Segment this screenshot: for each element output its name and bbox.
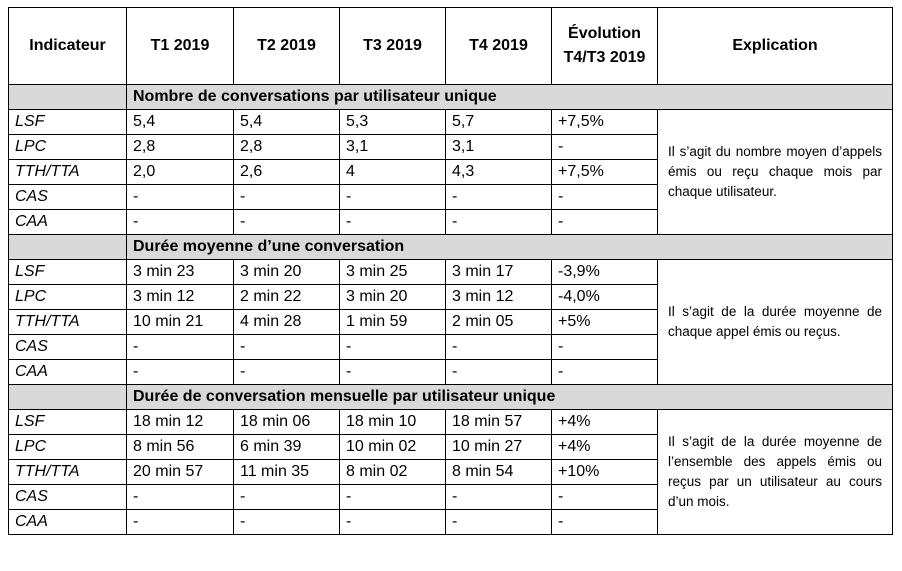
table-cell: - xyxy=(340,210,446,235)
table-cell: 3 min 12 xyxy=(127,285,234,310)
table-cell: -3,9% xyxy=(552,260,658,285)
table-cell: 10 min 21 xyxy=(127,310,234,335)
table-cell: - xyxy=(446,210,552,235)
table-cell: 5,3 xyxy=(340,110,446,135)
section-header-row xyxy=(9,235,893,260)
header-indicateur: Indicateur xyxy=(9,8,127,85)
table-cell: 18 min 10 xyxy=(340,410,446,435)
table-cell: - xyxy=(234,510,340,535)
header-t2: T2 2019 xyxy=(234,8,340,85)
table-cell: - xyxy=(446,335,552,360)
header-t1: T1 2019 xyxy=(127,8,234,85)
row-label: CAS xyxy=(9,185,127,210)
row-label: TTH/TTA xyxy=(9,460,127,485)
table-body xyxy=(9,85,893,535)
table-cell: - xyxy=(446,185,552,210)
row-label: LSF xyxy=(9,410,127,435)
table-cell: 4,3 xyxy=(446,160,552,185)
table-cell: - xyxy=(127,510,234,535)
row-label: TTH/TTA xyxy=(9,160,127,185)
table-cell: 8 min 02 xyxy=(340,460,446,485)
statistics-table xyxy=(8,7,893,535)
table-cell: 2,8 xyxy=(127,135,234,160)
table-cell: +4% xyxy=(552,435,658,460)
table-cell: 10 min 27 xyxy=(446,435,552,460)
table-row xyxy=(9,260,893,285)
section-header-spacer xyxy=(9,235,127,260)
table-cell: - xyxy=(340,335,446,360)
table-cell: 2,0 xyxy=(127,160,234,185)
table-cell: +5% xyxy=(552,310,658,335)
table-cell: 3 min 20 xyxy=(340,285,446,310)
table-cell: 18 min 12 xyxy=(127,410,234,435)
section-header-spacer xyxy=(9,85,127,110)
row-label: CAS xyxy=(9,485,127,510)
section-header-spacer xyxy=(9,385,127,410)
section-explanation: Il s’agit de la durée moyenne de l’ensemble des appels émis ou reçus par un utilisateur au cours d’un mois. xyxy=(658,410,893,535)
table-cell: 3 min 25 xyxy=(340,260,446,285)
table-cell: 3 min 20 xyxy=(234,260,340,285)
section-explanation: Il s’agit du nombre moyen d’appels émis ou reçu chaque mois par chaque utilisateur. xyxy=(658,110,893,235)
row-label: CAA xyxy=(9,510,127,535)
table-cell: 3 min 23 xyxy=(127,260,234,285)
table-cell: 3,1 xyxy=(446,135,552,160)
table-cell: 3,1 xyxy=(340,135,446,160)
section-title: Durée de conversation mensuelle par utilisateur unique xyxy=(127,385,893,410)
table-cell: 8 min 54 xyxy=(446,460,552,485)
table-cell: - xyxy=(552,185,658,210)
section-header-row xyxy=(9,85,893,110)
table-cell: 8 min 56 xyxy=(127,435,234,460)
table-cell: 2 min 05 xyxy=(446,310,552,335)
table-cell: - xyxy=(552,135,658,160)
table-cell: - xyxy=(234,335,340,360)
row-label: TTH/TTA xyxy=(9,310,127,335)
table-cell: +7,5% xyxy=(552,160,658,185)
table-cell: - xyxy=(552,360,658,385)
table-cell: - xyxy=(340,485,446,510)
table-cell: 11 min 35 xyxy=(234,460,340,485)
table-cell: - xyxy=(552,210,658,235)
table-cell: 2,6 xyxy=(234,160,340,185)
table-cell: 5,4 xyxy=(234,110,340,135)
table-cell: 5,7 xyxy=(446,110,552,135)
table-cell: 10 min 02 xyxy=(340,435,446,460)
table-cell: +7,5% xyxy=(552,110,658,135)
row-label: LPC xyxy=(9,435,127,460)
table-cell: - xyxy=(127,485,234,510)
table-cell: 2 min 22 xyxy=(234,285,340,310)
section-explanation: Il s’agit de la durée moyenne de chaque appel émis ou reçus. xyxy=(658,260,893,385)
table-cell: - xyxy=(234,210,340,235)
table-row xyxy=(9,410,893,435)
row-label: LPC xyxy=(9,135,127,160)
row-label: CAA xyxy=(9,210,127,235)
table-cell: - xyxy=(234,360,340,385)
section-title: Nombre de conversations par utilisateur unique xyxy=(127,85,893,110)
table-cell: 4 xyxy=(340,160,446,185)
table-cell: +10% xyxy=(552,460,658,485)
table-cell: - xyxy=(234,485,340,510)
section-title: Durée moyenne d’une conversation xyxy=(127,235,893,260)
table-cell: 6 min 39 xyxy=(234,435,340,460)
table-cell: 18 min 06 xyxy=(234,410,340,435)
table-cell: 2,8 xyxy=(234,135,340,160)
header-explication: Explication xyxy=(658,8,893,85)
table-cell: - xyxy=(552,485,658,510)
header-t3: T3 2019 xyxy=(340,8,446,85)
header-row xyxy=(9,8,893,85)
table-cell: - xyxy=(340,185,446,210)
table-row xyxy=(9,110,893,135)
row-label: LSF xyxy=(9,260,127,285)
table-cell: +4% xyxy=(552,410,658,435)
table-cell: - xyxy=(552,335,658,360)
table-cell: - xyxy=(127,210,234,235)
row-label: LSF xyxy=(9,110,127,135)
row-label: LPC xyxy=(9,285,127,310)
table-cell: 4 min 28 xyxy=(234,310,340,335)
header-t4: T4 2019 xyxy=(446,8,552,85)
table-cell: 1 min 59 xyxy=(340,310,446,335)
table-cell: - xyxy=(446,510,552,535)
table-cell: 5,4 xyxy=(127,110,234,135)
table-cell: - xyxy=(340,360,446,385)
table-cell: - xyxy=(446,485,552,510)
section-header-row xyxy=(9,385,893,410)
table-cell: - xyxy=(234,185,340,210)
row-label: CAS xyxy=(9,335,127,360)
table-cell: - xyxy=(552,510,658,535)
row-label: CAA xyxy=(9,360,127,385)
table-cell: 18 min 57 xyxy=(446,410,552,435)
table-cell: - xyxy=(340,510,446,535)
table-cell: - xyxy=(127,335,234,360)
table-cell: - xyxy=(127,185,234,210)
table-cell: - xyxy=(446,360,552,385)
table-cell: 3 min 12 xyxy=(446,285,552,310)
table-cell: - xyxy=(127,360,234,385)
table-cell: 20 min 57 xyxy=(127,460,234,485)
table-cell: -4,0% xyxy=(552,285,658,310)
table-cell: 3 min 17 xyxy=(446,260,552,285)
header-evolution: Évolution T4/T3 2019 xyxy=(552,8,658,85)
